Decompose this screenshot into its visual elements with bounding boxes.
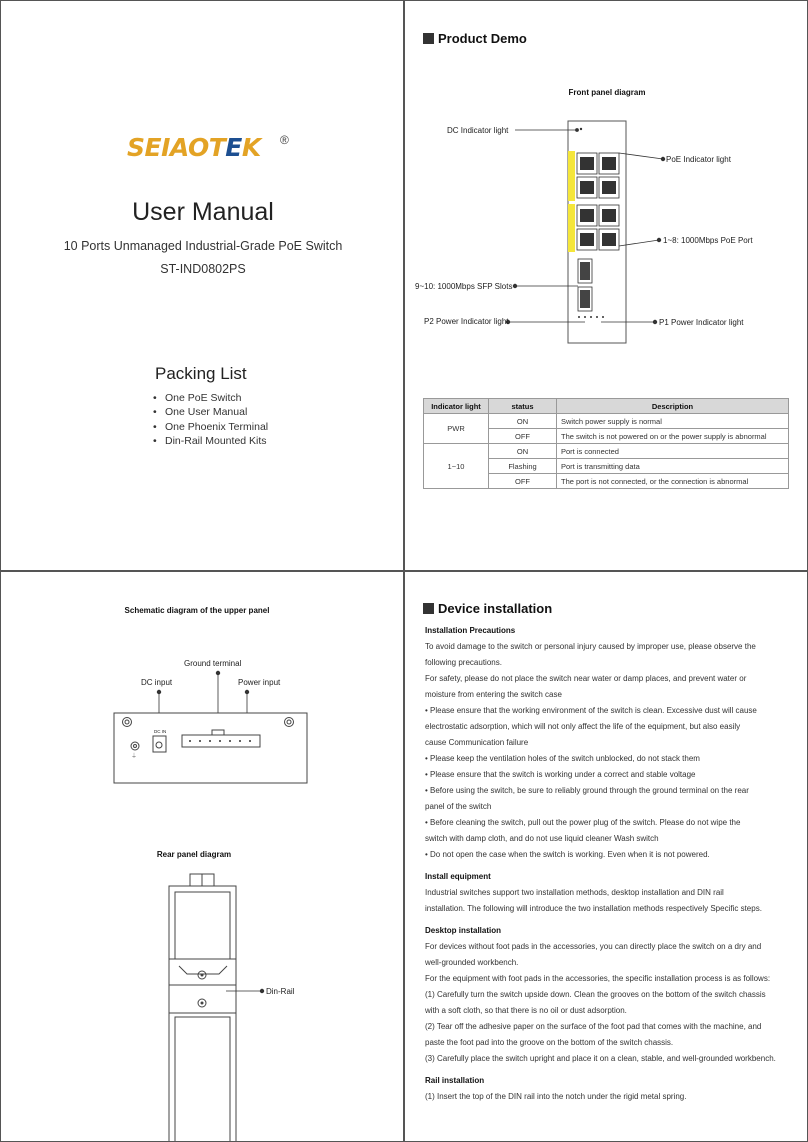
table-header: Indicator light	[424, 399, 489, 414]
packing-list-title: Packing List	[155, 364, 247, 383]
text-line: (1) Carefully turn the switch upside down. Clean the grooves on the bottom of the switch chassis	[425, 990, 766, 999]
panel-diagrams-page	[0, 571, 404, 1142]
cover-page	[0, 0, 404, 571]
text-line: Industrial switches support two installation methods, desktop installation and DIN rail	[425, 888, 724, 897]
heading-text: Product Demo	[438, 31, 527, 46]
device-installation-page	[404, 571, 808, 1142]
table-cell: OFF	[489, 474, 557, 489]
upper-panel-caption: Schematic diagram of the upper panel	[124, 606, 270, 615]
text-line: (3) Carefully place the switch upright and place it on a clean, stable, and well-grounded workbench.	[425, 1054, 776, 1063]
text-line: • Before using the switch, be sure to reliably ground through the ground terminal on the rear	[425, 786, 749, 795]
din-rail-label: Din-Rail	[266, 987, 295, 996]
manual-title: User Manual	[132, 198, 274, 226]
text-line: with a soft cloth, so that there is no oil or dust adsorption.	[425, 1006, 627, 1015]
table-cell: Switch power supply is normal	[557, 414, 789, 429]
table-row	[424, 414, 789, 429]
svg-text:⏚: ⏚	[131, 753, 138, 760]
product-subtitle: 10 Ports Unmanaged Industrial-Grade PoE Switch	[63, 239, 343, 253]
text-line: electrostatic adsorption, which will not only affect the life of the equipment, but also easily	[425, 722, 741, 731]
table-cell: OFF	[489, 429, 557, 444]
indicator-table	[423, 398, 789, 489]
rail-installation-title: Rail installation	[425, 1076, 485, 1085]
install-equipment-title: Install equipment	[425, 872, 491, 881]
section-heading	[423, 601, 552, 616]
table-header-row	[424, 399, 789, 414]
installation-text	[425, 623, 793, 1105]
list-item: • Din-Rail Mounted Kits	[153, 434, 268, 448]
text-line: panel of the switch	[425, 802, 492, 811]
text-line: • Before cleaning the switch, pull out the power plug of the switch. Please do not wipe the	[425, 818, 741, 827]
product-model: ST-IND0802PS	[160, 262, 246, 276]
text-line: switch with damp cloth, and do not use liquid cleaner Wash switch	[425, 834, 659, 843]
text-line: following precautions.	[425, 658, 502, 667]
table-cell: Port is connected	[557, 444, 789, 459]
text-line: • Please ensure that the switch is working under a correct and stable voltage	[425, 770, 696, 779]
table-header: Description	[557, 399, 789, 414]
ground-terminal-label: Ground terminal	[184, 659, 242, 668]
dc-input-label: DC input	[141, 678, 173, 687]
heading-square-icon	[423, 603, 434, 614]
precautions-title: Installation Precautions	[425, 626, 516, 635]
p1-indicator-label: P1 Power Indicator light	[659, 318, 744, 327]
table-cell: Port is transmitting data	[557, 459, 789, 474]
text-line: • Do not open the case when the switch is working. Even when it is not powered.	[425, 850, 710, 859]
table-cell: ON	[489, 444, 557, 459]
rear-panel-caption: Rear panel diagram	[156, 850, 232, 859]
text-line: For the equipment with foot pads in the accessories, the specific installation process is as follows:	[425, 974, 771, 983]
dc-in-label: DC IN	[154, 729, 167, 734]
registered-mark: ®	[280, 133, 289, 147]
table-cell: The port is not connected, or the connection is abnormal	[557, 474, 789, 489]
table-cell: PWR	[424, 414, 489, 444]
text-line: well-grounded workbench.	[425, 958, 519, 967]
text-line: To avoid damage to the switch or personal injury caused by improper use, please observe the	[425, 642, 756, 651]
text-line: (1) Insert the top of the DIN rail into the notch under the rigid metal spring.	[425, 1092, 687, 1101]
text-line: installation. The following will introduce the two installation methods respectively Specific steps.	[425, 904, 762, 913]
front-panel-diagram	[405, 1, 808, 361]
text-line: moisture from entering the switch case	[425, 690, 562, 699]
svg-text:SEIAOTEK: SEIAOTEK	[127, 133, 261, 161]
rear-panel-diagram	[1, 572, 404, 1142]
table-header: status	[489, 399, 557, 414]
table-cell: Flashing	[489, 459, 557, 474]
heading-text: Device installation	[438, 601, 553, 616]
text-line: • Please ensure that the working environment of the switch is clean. Excessive dust will cause	[425, 706, 757, 715]
poe-indicator-label: PoE Indicator light	[666, 155, 731, 164]
table-cell: ON	[489, 414, 557, 429]
list-item: • One User Manual	[153, 405, 268, 419]
brand-logo-icon	[127, 131, 277, 161]
sfp-slots-label: 9~10: 1000Mbps SFP Slots	[415, 282, 513, 291]
text-line: cause Communication failure	[425, 738, 529, 747]
text-line: For safety, please do not place the switch near water or damp places, and prevent water or	[425, 674, 747, 683]
table-row	[424, 444, 789, 459]
front-panel-caption: Front panel diagram	[568, 88, 646, 97]
text-line: For devices without foot pads in the accessories, you can directly place the switch on a dry and	[425, 942, 762, 951]
table-cell: The switch is not powered on or the power supply is abnormal	[557, 429, 789, 444]
list-item: • One PoE Switch	[153, 391, 268, 405]
list-item: • One Phoenix Terminal	[153, 420, 268, 434]
desktop-installation-title: Desktop installation	[425, 926, 502, 935]
packing-list	[153, 391, 268, 448]
table-cell: 1~10	[424, 444, 489, 489]
text-line: paste the foot pad into the groove on the bottom of the switch chassis.	[425, 1038, 674, 1047]
text-line: • Please keep the ventilation holes of the switch unblocked, do not stack them	[425, 754, 700, 763]
poe-ports-label: 1~8: 1000Mbps PoE Port	[663, 236, 753, 245]
product-demo-page	[404, 0, 808, 571]
brand-logo	[127, 131, 289, 161]
power-input-label: Power input	[238, 678, 281, 687]
dc-indicator-label: DC Indicator light	[447, 126, 509, 135]
p2-indicator-label: P2 Power Indicator light	[424, 317, 509, 326]
text-line: (2) Tear off the adhesive paper on the surface of the foot pad that comes with the machine, and	[425, 1022, 762, 1031]
